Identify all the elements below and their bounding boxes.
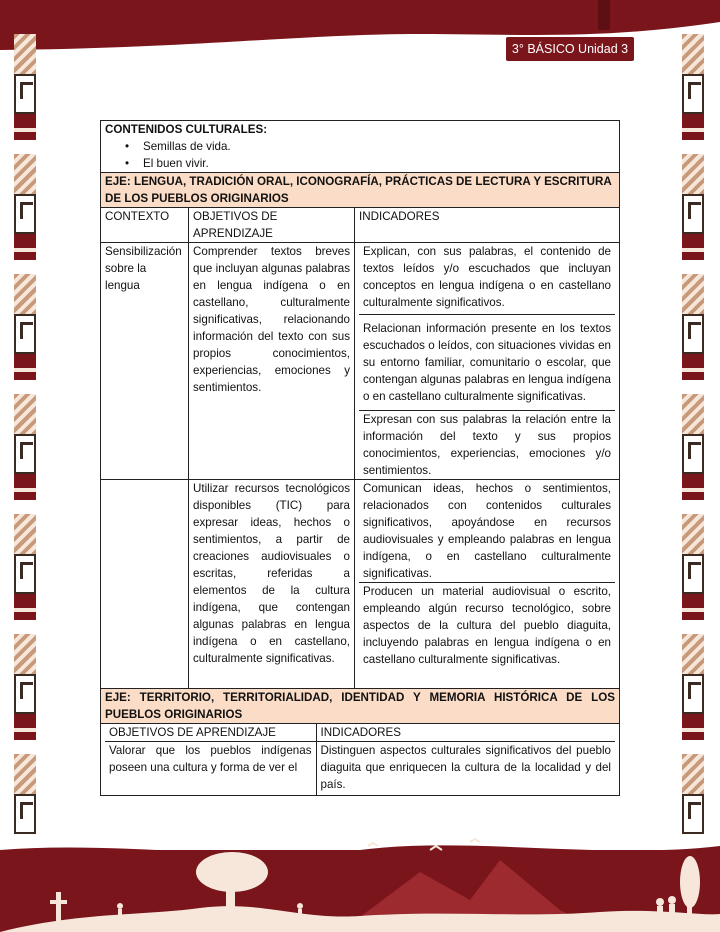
- indicadores-cell: [355, 243, 620, 480]
- indicador-item: Expresan con sus palabras la relación entre la información del texto y sus propios conocimientos, experiencias, emociones y/o sentimientos.: [359, 411, 615, 480]
- objetivo-cell: Valorar que los pueblos indígenas poseen una cultura y forma de ver el: [105, 742, 316, 796]
- footer-landscape: [0, 820, 720, 932]
- col-header-contexto: CONTEXTO: [101, 208, 189, 243]
- col-header-objetivos: OBJETIVOS DE APRENDIZAJE: [189, 208, 355, 243]
- indicador-item: Comunican ideas, hechos o sentimientos, relacionados con contenidos culturales significativos, apoyándose en recursos audiovisuales y empleando palabras en lengua indígena, o en castellano culturalmente significativas.: [359, 480, 615, 583]
- col-header-indicadores: INDICADORES: [316, 724, 615, 742]
- right-pattern-border: [682, 34, 704, 834]
- list-item: • Semillas de vida.: [105, 138, 615, 155]
- curriculum-table: [100, 120, 620, 796]
- landscape-illustration: [0, 820, 720, 932]
- contexto-cell-empty: [101, 480, 189, 689]
- col-header-objetivos: OBJETIVOS DE APRENDIZAJE: [105, 724, 316, 742]
- eje-lengua-header: EJE: LENGUA, TRADICIÓN ORAL, ICONOGRAFÍA, PRÁCTICAS DE LECTURA Y ESCRITURA DE LOS PUEBLOS ORIGINARIOS: [101, 173, 620, 208]
- contenidos-cell: [101, 121, 620, 173]
- eje-territorio-header: EJE: TERRITORIO, TERRITORIALIDAD, IDENTIDAD Y MEMORIA HISTÓRICA DE LOS PUEBLOS ORIGINARIOS: [101, 689, 620, 724]
- objetivo-cell: Comprender textos breves que incluyan algunas palabras en lengua indígena o en castellano, culturalmente significativas, relacionando información del texto con sus propios conocimientos, experiencias, emociones y sentimientos.: [189, 243, 355, 480]
- objetivo-cell: Utilizar recursos tecnológicos disponibles (TIC) para expresar ideas, hechos o sentimientos, a partir de creaciones audiovisuales o escritas, referidas a elementos de la cultura indígena, que contengan algunas palabras en lengua indígena o en castellano, culturalmente significativas.: [189, 480, 355, 689]
- indicador-item: Explican, con sus palabras, el contenido de textos leídos y/o escuchados que incluyan conceptos en lengua indígena o en castellano culturalmente significativos.: [359, 243, 615, 315]
- col-header-indicadores: INDICADORES: [355, 208, 620, 243]
- unit-tag: 3° BÁSICO Unidad 3: [506, 37, 634, 61]
- contexto-cell: Sensibilización sobre la lengua: [101, 243, 189, 480]
- indicador-item: Producen un material audiovisual o escrito, empleando algún recurso tecnológico, sobre aspectos de la cultura del pueblo diaguita, incluyendo palabras en lengua indígena o en castellano culturalmente significativas.: [359, 583, 615, 689]
- territorio-section: [101, 724, 620, 796]
- contenidos-list: [105, 138, 615, 172]
- left-pattern-border: [14, 34, 36, 834]
- indicadores-cell: [355, 480, 620, 689]
- indicador-item: Relacionan información presente en los textos escuchados o leídos, con situaciones vividas en su entorno familiar, comunitario o escolar, que contengan algunas palabras en lengua indígena o en castellano culturalmente significativas.: [359, 315, 615, 411]
- contenidos-title: CONTENIDOS CULTURALES:: [105, 123, 268, 136]
- list-item: • El buen vivir.: [105, 155, 615, 172]
- indicador-item: Distinguen aspectos culturales significativos del pueblo diaguita que enriquecen la cultura de la localidad y del país.: [316, 742, 615, 796]
